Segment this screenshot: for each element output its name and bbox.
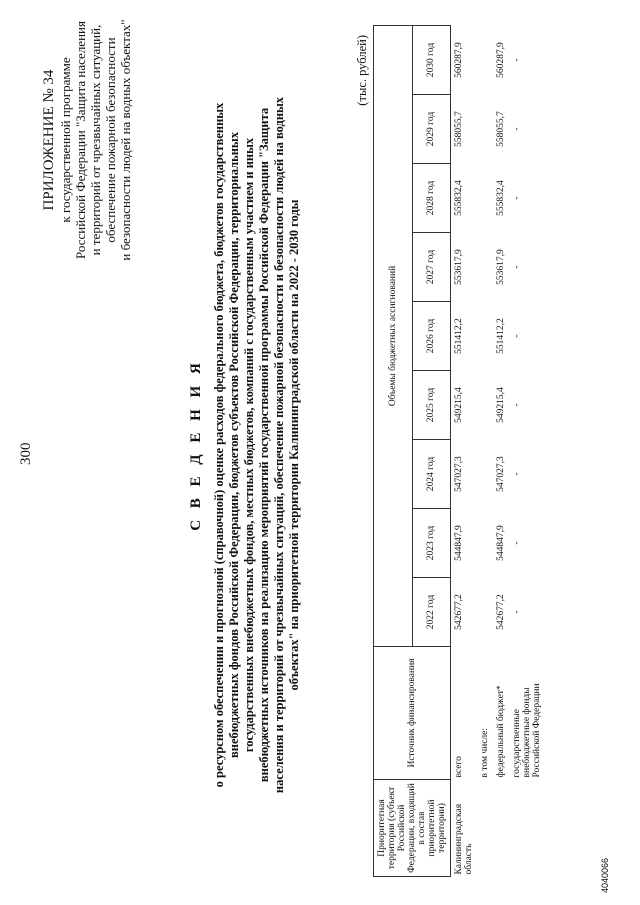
- cell-value: 544847,9: [454, 525, 464, 561]
- cell-value: [477, 233, 493, 302]
- cell-source: всего: [454, 756, 464, 778]
- subtitle-line: объектах" на приоритетной территории Калининградской области на 2022 - 2030 годы: [287, 199, 301, 691]
- cell-value: -: [512, 472, 522, 476]
- cell-value: [477, 578, 493, 647]
- appendix-heading: ПРИЛОЖЕНИЕ № 34: [41, 69, 57, 211]
- cell-value: 553617,9: [454, 249, 464, 285]
- subtitle-line: государственных внебюджетных фондов, местных бюджетов, компаний с государственным участием и иных: [242, 137, 256, 753]
- cell-value: 555832,4: [454, 180, 464, 216]
- header-volumes: Объемы бюджетных ассигнований: [374, 26, 413, 647]
- table-row: [493, 26, 509, 877]
- cell-value: 542677,2: [496, 594, 506, 630]
- cell-value: 549215,4: [454, 387, 464, 423]
- appendix-block: [40, 15, 133, 265]
- cell-value: 549215,4: [496, 387, 506, 423]
- cell-source: федеральный бюджет*: [496, 685, 506, 778]
- cell-value: [477, 371, 493, 440]
- table-row: [509, 26, 545, 877]
- appendix-line: к государственной программе: [58, 57, 73, 223]
- units-label: (тыс. рублей): [355, 35, 369, 106]
- cell-territory: [477, 780, 493, 877]
- appendix-line: и безопасности людей на водных объектах": [118, 19, 133, 261]
- table-row: [451, 26, 478, 877]
- appendix-line: Российской Федерации "Защита населения: [73, 21, 88, 259]
- cell-value: [477, 95, 493, 164]
- cell-value: 547027,3: [496, 456, 506, 492]
- cell-value: 553617,9: [496, 249, 506, 285]
- header-year: 2022 год: [412, 578, 451, 647]
- cell-value: -: [512, 196, 522, 200]
- cell-value: 560287,9: [496, 42, 506, 78]
- appendix-line: и территорий от чрезвычайных ситуаций,: [88, 24, 103, 256]
- header-source: Источник финансирования: [374, 647, 451, 780]
- financing-table: [373, 25, 545, 877]
- header-year: 2028 год: [412, 164, 451, 233]
- subtitle-line: внебюджетных источников на реализацию мероприятий государственной программы Российской Федерации "Защита: [257, 107, 271, 783]
- header-year: 2024 год: [412, 440, 451, 509]
- header-year: 2030 год: [412, 26, 451, 95]
- cell-value: 558055,7: [496, 111, 506, 147]
- cell-value: [477, 302, 493, 371]
- subtitle-line: внебюджетных фондов Российской Федерации, бюджетов субъектов Российской Федерации, территориальных: [227, 132, 241, 758]
- cell-value: 558055,7: [454, 111, 464, 147]
- document-subtitle: [212, 35, 302, 855]
- subtitle-line: населения и территорий от чрезвычайных ситуаций, обеспечение пожарной безопасности и безопасности людей на водных: [272, 96, 286, 794]
- cell-value: 555832,4: [496, 180, 506, 216]
- appendix-line: обеспечение пожарной безопасности: [103, 37, 118, 243]
- header-year: 2026 год: [412, 302, 451, 371]
- header-year: 2029 год: [412, 95, 451, 164]
- cell-value: 551412,2: [496, 318, 506, 354]
- cell-value: 544847,9: [496, 525, 506, 561]
- cell-territory: Калининградская область: [454, 803, 474, 875]
- cell-territory: [509, 780, 545, 877]
- cell-value: -: [512, 610, 522, 614]
- header-territory: Приоритетная территория (субъект Российской Федерации, входящий в состав приоритетной территории): [374, 780, 451, 877]
- cell-value: 542677,2: [454, 594, 464, 630]
- cell-value: 547027,3: [454, 456, 464, 492]
- cell-territory: [493, 780, 509, 877]
- cell-value: -: [512, 541, 522, 545]
- cell-value: [477, 440, 493, 509]
- header-year: 2023 год: [412, 509, 451, 578]
- cell-source: в том числе:: [480, 727, 490, 778]
- cell-value: -: [512, 265, 522, 269]
- cell-value: [477, 509, 493, 578]
- cell-value: [477, 164, 493, 233]
- table-row: [477, 26, 493, 877]
- document-code: 4040066: [600, 857, 610, 893]
- cell-value: -: [512, 334, 522, 338]
- header-year: 2027 год: [412, 233, 451, 302]
- header-year: 2025 год: [412, 371, 451, 440]
- cell-value: -: [512, 58, 522, 62]
- cell-value: -: [512, 127, 522, 131]
- cell-value: [477, 26, 493, 95]
- subtitle-line: о ресурсном обеспечении и прогнозной (справочной) оценке расходов федерального бюджета, бюджетов государственных: [212, 102, 226, 788]
- cell-source: государственные внебюджетные фонды Российской Федерации: [512, 683, 542, 778]
- page-number: 300: [18, 442, 34, 465]
- document-title: С В Е Д Е Н И Я: [188, 359, 204, 531]
- cell-value: -: [512, 403, 522, 407]
- table-header-row: [374, 26, 413, 877]
- cell-value: 551412,2: [454, 318, 464, 354]
- cell-value: 560287,9: [454, 42, 464, 78]
